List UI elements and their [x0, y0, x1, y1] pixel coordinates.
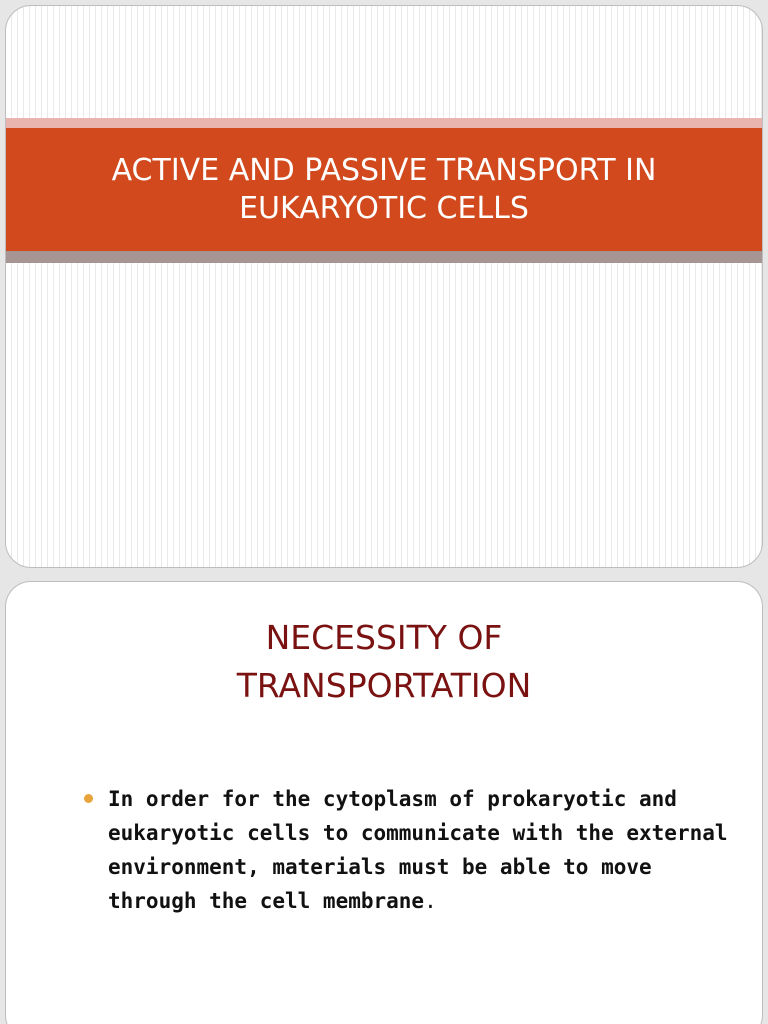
title-band-accent-top	[6, 118, 762, 128]
content-slide	[5, 581, 763, 1024]
bullet-trailing-period: .	[424, 889, 437, 913]
bullet-text: In order for the cytoplasm of prokaryotic and eukaryotic cells to communicate with the external environment, materials must be able to move through the cell membrane	[108, 787, 728, 913]
slide-heading: NECESSITY OF TRANSPORTATION	[236, 618, 532, 705]
list-item	[84, 782, 734, 918]
slide-title: ACTIVE AND PASSIVE TRANSPORT IN EUKARYOTIC CELLS	[111, 152, 657, 226]
bullet-list	[84, 782, 734, 918]
title-band-accent-bottom	[6, 251, 762, 263]
title-slide	[5, 5, 763, 568]
round-bullet-icon	[84, 794, 93, 803]
title-band	[6, 128, 762, 251]
